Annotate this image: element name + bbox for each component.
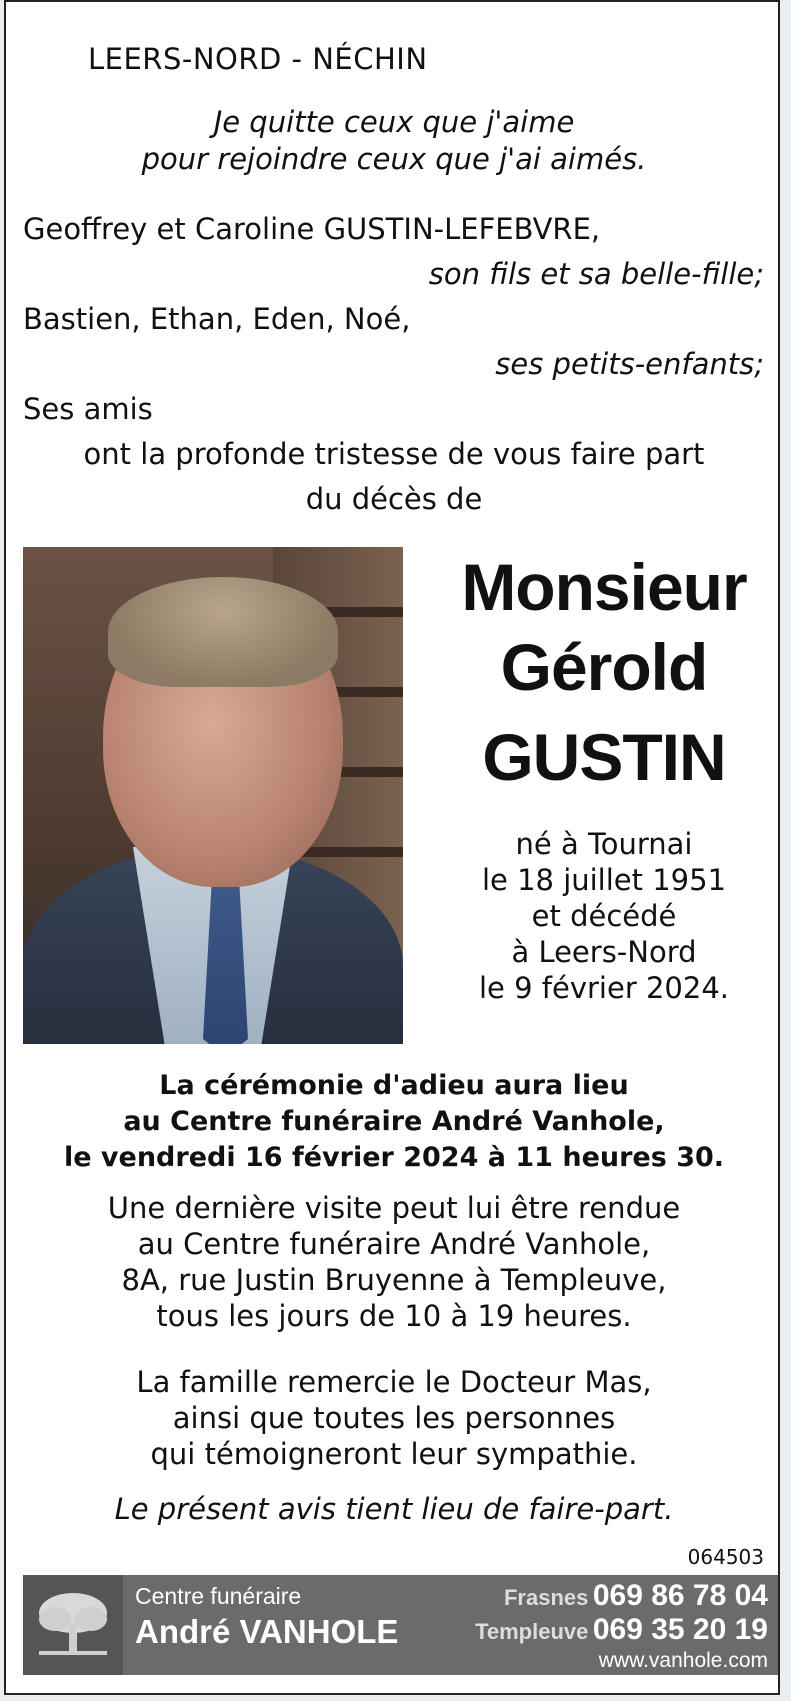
tree-icon xyxy=(35,1589,111,1661)
funeral-home-name: André VANHOLE xyxy=(135,1613,399,1650)
ceremony-line-1: La cérémonie d'adieu aura lieu xyxy=(159,1070,629,1101)
died-text: et décédé xyxy=(531,899,677,933)
phone-templeuve xyxy=(475,1613,768,1647)
born-date: le 18 juillet 1951 xyxy=(481,863,727,897)
died-place: à Leers-Nord xyxy=(511,935,697,969)
ceremony-line-2: au Centre funéraire André Vanhole, xyxy=(123,1106,665,1137)
visit-line-2: au Centre funéraire André Vanhole, xyxy=(137,1227,651,1261)
obituary-notice xyxy=(4,0,780,1695)
born-place: né à Tournai xyxy=(515,827,693,861)
closing-note: Le présent avis tient lieu de faire-part. xyxy=(114,1492,674,1526)
died-date: le 9 février 2024. xyxy=(479,971,729,1005)
ceremony-info xyxy=(6,1068,782,1176)
reference-number: 064503 xyxy=(687,1545,764,1569)
phone-number-frasnes[interactable]: 069 86 78 04 xyxy=(592,1579,768,1612)
portrait-photo xyxy=(23,547,403,1044)
family-grandchildren-relation: ses petits-enfants; xyxy=(495,347,764,381)
visit-line-1: Une dernière visite peut lui être rendue xyxy=(107,1191,681,1225)
ceremony-line-3: le vendredi 16 février 2024 à 11 heures 30. xyxy=(63,1142,725,1173)
logo xyxy=(23,1575,123,1675)
quote xyxy=(6,104,782,178)
funeral-home-label: Centre funéraire xyxy=(135,1583,302,1609)
family-friends: Ses amis xyxy=(23,392,153,426)
deceased-last-name: GUSTIN xyxy=(482,720,726,794)
funeral-home-banner xyxy=(23,1575,778,1675)
visit-line-3: 8A, rue Justin Bruyenne à Templeuve, xyxy=(121,1263,667,1297)
thanks-line-1: La famille remercie le Docteur Mas, xyxy=(136,1365,652,1399)
thanks-line-3: qui témoigneront leur sympathie. xyxy=(150,1437,638,1471)
family-grandchildren: Bastien, Ethan, Eden, Noé, xyxy=(23,302,411,336)
deceased-first-name: Gérold xyxy=(500,630,708,704)
life-dates xyxy=(436,826,772,1006)
quote-line-1: Je quitte ceux que j'aime xyxy=(213,105,575,139)
visit-info xyxy=(6,1190,782,1334)
family-son: Geoffrey et Caroline GUSTIN-LEFEBVRE, xyxy=(23,212,601,246)
website-link[interactable]: www.vanhole.com xyxy=(598,1649,768,1672)
location-header: LEERS-NORD - NÉCHIN xyxy=(88,42,428,76)
phone-number-templeuve[interactable]: 069 35 20 19 xyxy=(592,1613,768,1646)
thanks-info xyxy=(6,1364,782,1472)
phone-frasnes xyxy=(504,1579,768,1613)
visit-line-4: tous les jours de 10 à 19 heures. xyxy=(156,1299,632,1333)
announcement-line-1: ont la profonde tristesse de vous faire part xyxy=(83,437,705,471)
thanks-line-2: ainsi que toutes les personnes xyxy=(172,1401,616,1435)
announcement-line-2: du décès de xyxy=(305,482,483,516)
phone-city-frasnes: Frasnes xyxy=(503,1585,589,1610)
deceased-title: Monsieur xyxy=(461,550,747,624)
family-son-relation: son fils et sa belle-fille; xyxy=(428,257,764,291)
phone-city-templeuve: Templeuve xyxy=(475,1619,589,1644)
quote-line-2: pour rejoindre ceux que j'ai aimés. xyxy=(141,142,647,176)
